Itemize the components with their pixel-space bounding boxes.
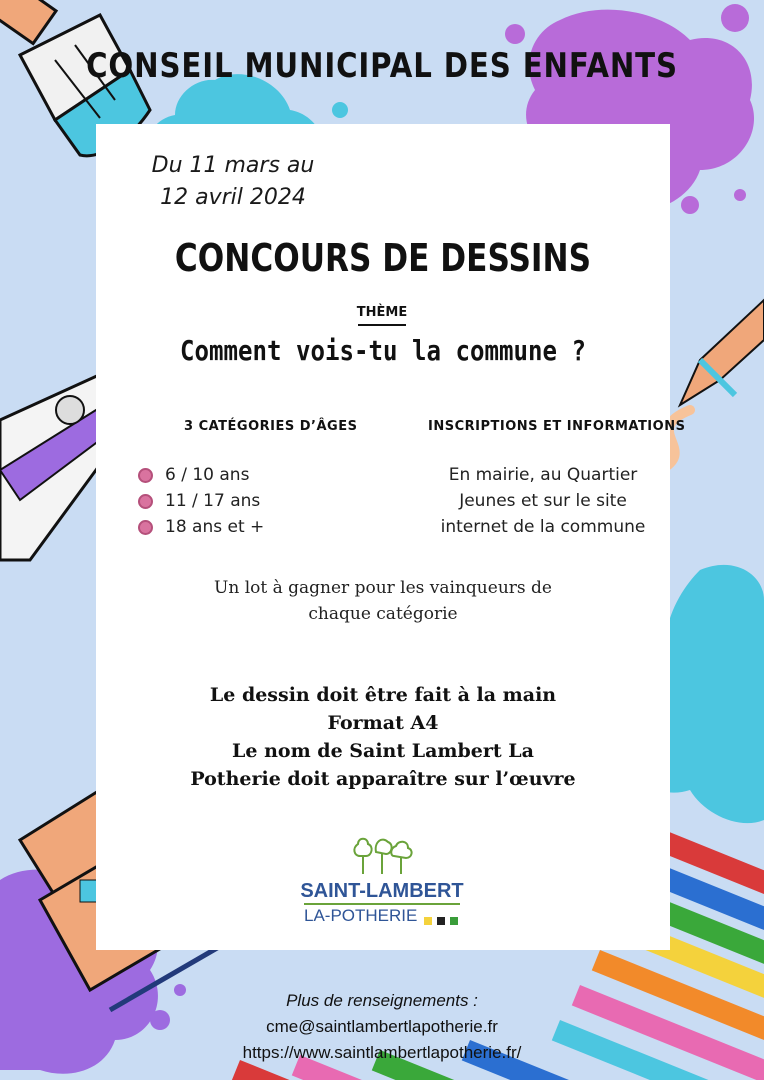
logo-square-green [450, 917, 458, 925]
page-title: CONSEIL MUNICIPAL DES ENFANTS [86, 46, 678, 86]
date-line-2: 12 avril 2024 [160, 185, 306, 210]
bullet-icon [138, 494, 153, 509]
theme-text: Comment vois-tu la commune ? [180, 334, 586, 367]
event-dates [128, 150, 338, 214]
list-item: 18 ans et + [138, 514, 264, 540]
prize-text: Un lot à gagner pour les vainqueurs de chaque catégorie [214, 578, 552, 624]
contact-email[interactable]: cme@saintlambertlapotherie.fr [266, 1017, 498, 1036]
list-item: 11 / 17 ans [138, 488, 264, 514]
list-item: 6 / 10 ans [138, 462, 264, 488]
logo-square-yellow [424, 917, 432, 925]
contact-footer [170, 988, 594, 1066]
contact-url[interactable]: https://www.saintlambertlapotherie.fr/ [242, 1043, 522, 1062]
bullet-icon [138, 468, 153, 483]
contest-rules: Le dessin doit être fait à la main Format A4 Le nom de Saint Lambert La Potherie doit apparaître sur l’œuvre [190, 684, 576, 790]
bullet-icon [138, 520, 153, 535]
age-categories-list [138, 462, 264, 540]
tree-logo-icon [346, 834, 418, 878]
date-line-1: Du 11 mars au [151, 153, 315, 178]
theme-label: THÈME [356, 305, 408, 320]
logo-name: SAINT-LAMBERT [300, 880, 464, 902]
info-title: INSCRIPTIONS ET INFORMATIONS [428, 419, 686, 434]
logo-subname: LA-POTHERIE [304, 906, 418, 925]
contest-heading: CONCOURS DE DESSINS [174, 236, 592, 280]
logo-divider [304, 903, 460, 905]
categories-title: 3 CATÉGORIES D’ÂGES [184, 419, 358, 434]
theme-underline [358, 324, 406, 326]
contact-heading: Plus de renseignements : [286, 991, 478, 1010]
logo-square-black [437, 917, 445, 925]
registration-info: En mairie, au Quartier Jeunes et sur le site internet de la commune [440, 465, 646, 537]
